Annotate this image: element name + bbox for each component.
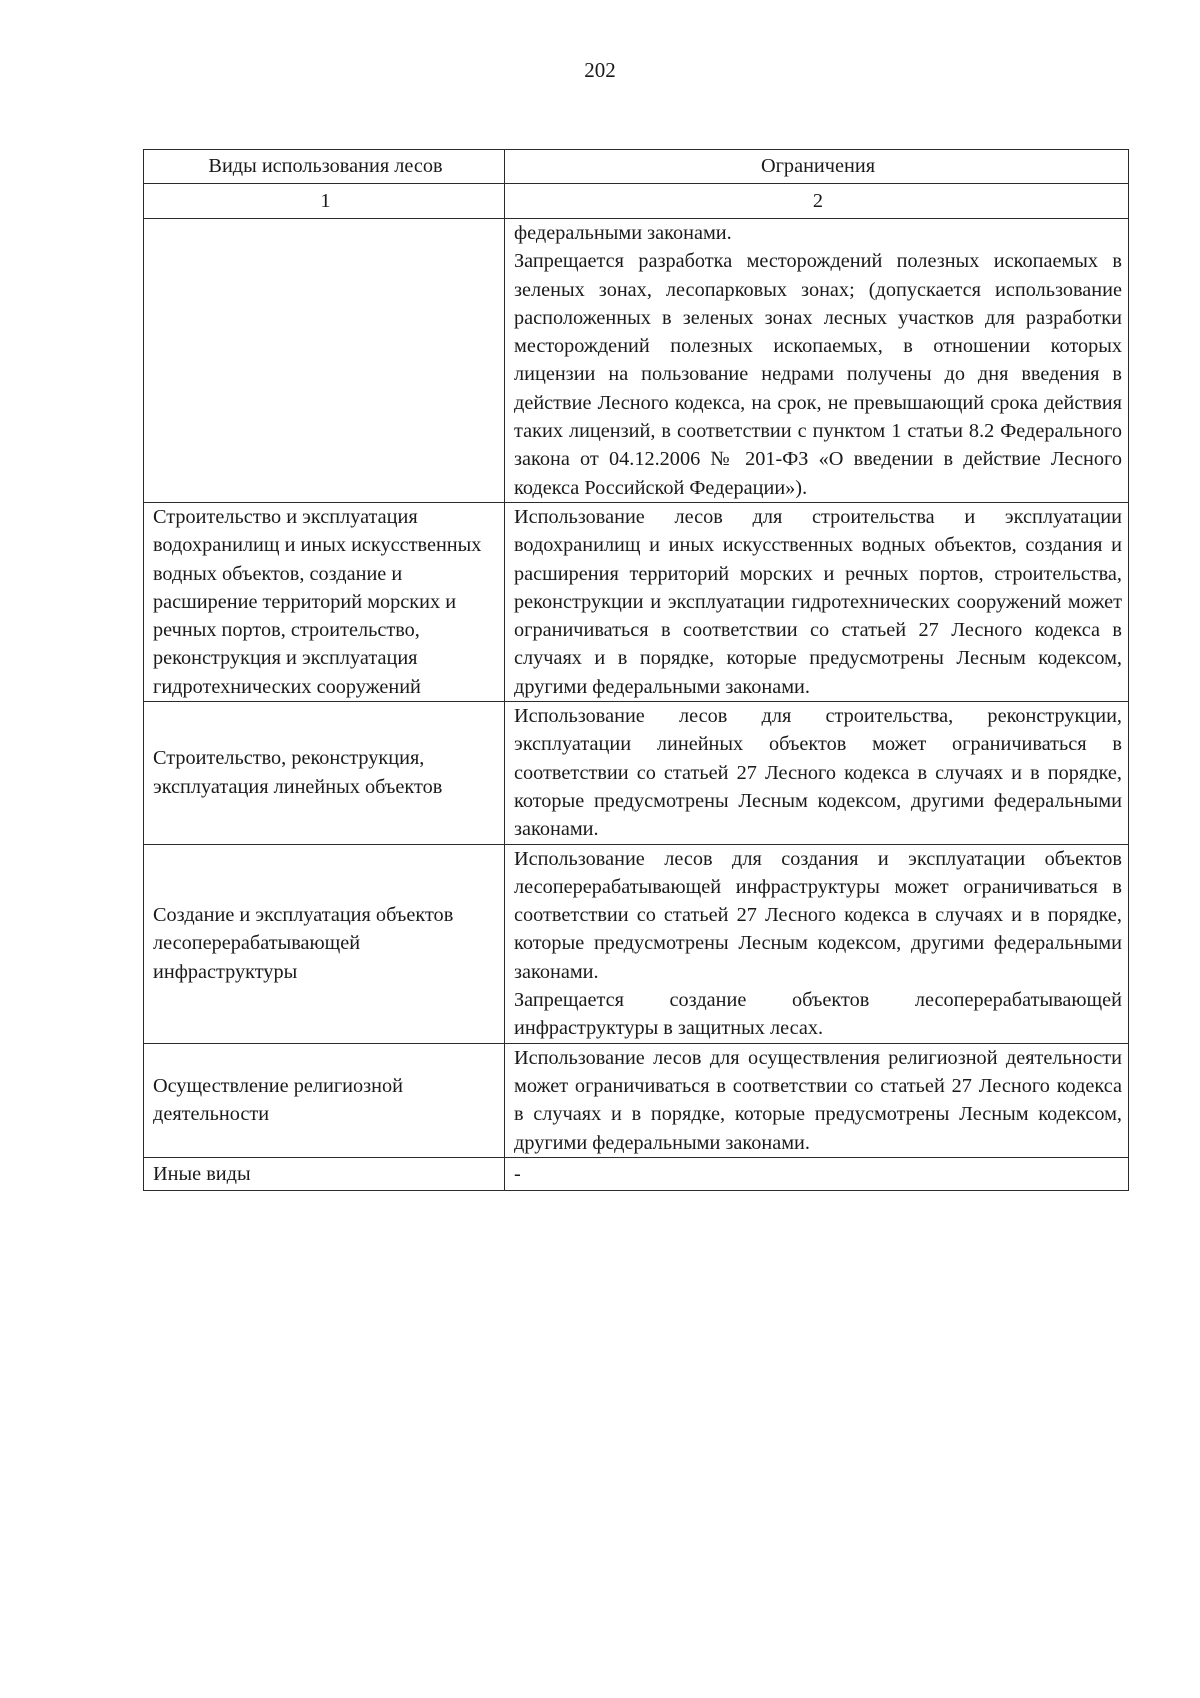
- use-type-cell: Создание и эксплуатация объектов лесоперерабатывающей инфраструктуры: [144, 844, 505, 1043]
- restriction-cell: [505, 1043, 1129, 1157]
- restriction-cell: [505, 702, 1129, 844]
- restriction-cell: [505, 219, 1129, 503]
- restriction-cell: [505, 844, 1129, 1043]
- use-type-cell: Осуществление религиозной деятельности: [144, 1043, 505, 1157]
- restriction-paragraph: Использование лесов для строительства и эксплуатации водохранилищ и иных искусственных водных объектов, создания и расширения территорий морских и речных портов, строительства, реконструкции и эксплуатации гидротехнических сооружений может ограничиваться в соответствии со статьей 27 Лесного кодекса в случаях и в порядке, которые предусмотрены Лесным кодексом, другими федеральными законами.: [514, 505, 1122, 698]
- use-type-cell: Иные виды: [144, 1157, 505, 1190]
- restriction-paragraph: Использование лесов для осуществления религиозной деятельности может ограничиваться в соответствии со статьей 27 Лесного кодекса в случаях и в порядке, которые предусмотрены Лесным кодексом, другими федеральными законами.: [514, 1046, 1122, 1154]
- table-row: [144, 1043, 1129, 1157]
- header-use-types: Виды использования лесов: [144, 150, 505, 184]
- restriction-paragraph: Использование лесов для создания и эксплуатации объектов лесоперерабатывающей инфраструктуры может ограничиваться в соответствии со статьей 27 Лесного кодекса в случаях и в порядке, которые предусмотрены Лесным кодексом, другими федеральными законами.: [514, 847, 1122, 983]
- table-row: [144, 702, 1129, 844]
- forest-use-restrictions-table: [143, 149, 1129, 1191]
- header-restrictions: Ограничения: [505, 150, 1129, 184]
- restriction-paragraph: Запрещается разработка месторождений полезных ископаемых в зеленых зонах, лесопарковых зонах; (допускается использование расположенных в зеленых зонах лесных участков для разработки месторождений полезных ископаемых, в отношении которых лицензии на пользование недрами получены до дня введения в действие Лесного кодекса, на срок, не превышающий срока действия таких лицензий, в соответствии с пунктом 1 статьи 8.2 Федерального закона от 04.12.2006 № 201-ФЗ «О введении в действие Лесного кодекса Российской Федерации»).: [514, 250, 1122, 499]
- restriction-paragraph: -: [514, 1162, 521, 1185]
- table-header-row: [144, 150, 1129, 184]
- use-type-cell: Строительство и эксплуатация водохранилищ и иных искусственных водных объектов, создание и расширение территорий морских и речных портов, строительство, реконструкция и эксплуатация гидротехнических сооружений: [144, 502, 505, 701]
- table-row: [144, 844, 1129, 1043]
- table-row: [144, 502, 1129, 701]
- restriction-cell: [505, 502, 1129, 701]
- restriction-paragraph: Запрещается создание объектов лесоперерабатывающей инфраструктуры в защитных лесах.: [514, 989, 1122, 1040]
- restriction-paragraph: федеральными законами.: [514, 222, 732, 244]
- restriction-paragraph: Использование лесов для строительства, реконструкции, эксплуатации линейных объектов может ограничиваться в соответствии со статьей 27 Лесного кодекса в случаях и в порядке, которые предусмотрены Лесным кодексом, другими федеральными законами.: [514, 705, 1122, 841]
- restriction-cell: [505, 1157, 1129, 1190]
- table-row: [144, 1157, 1129, 1190]
- column-number-2: 2: [505, 184, 1129, 219]
- table-row: [144, 219, 1129, 503]
- use-type-cell: [144, 219, 505, 503]
- column-number-row: [144, 184, 1129, 219]
- column-number-1: 1: [144, 184, 505, 219]
- use-type-cell: Строительство, реконструкция, эксплуатация линейных объектов: [144, 702, 505, 844]
- page-number: 202: [584, 58, 616, 82]
